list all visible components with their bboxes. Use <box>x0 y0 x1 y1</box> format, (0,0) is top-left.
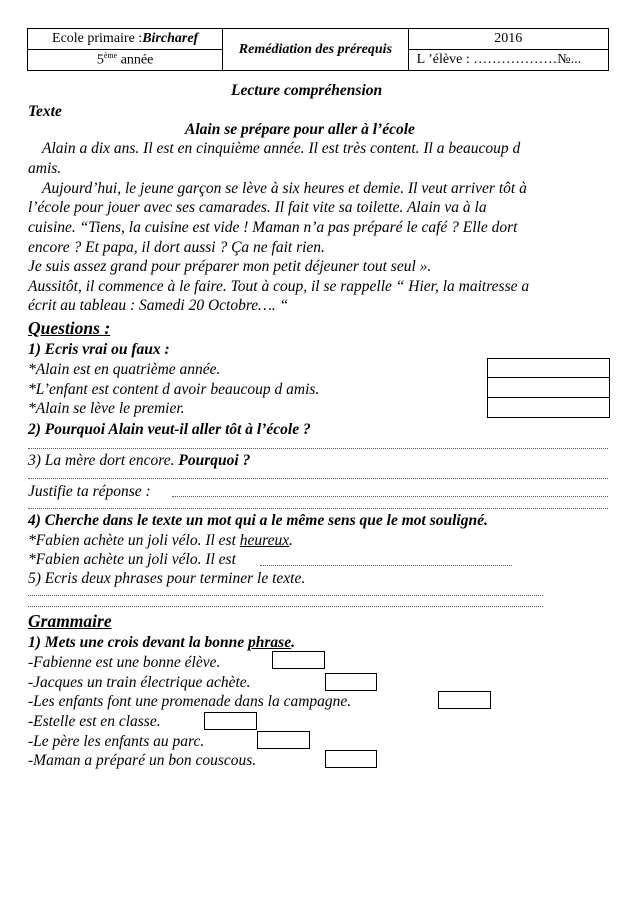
check-box[interactable] <box>325 750 377 768</box>
grammar-q1-word: phrase <box>248 634 292 651</box>
section-title: Lecture compréhension <box>231 82 383 99</box>
q1-item: *L’enfant est content d avoir beaucoup d amis. <box>28 381 320 398</box>
answer-line[interactable] <box>172 496 608 497</box>
answer-line[interactable] <box>260 565 512 566</box>
school-name: Bircharef <box>142 31 199 46</box>
student-cell: L ’élève : ………………№... <box>408 50 608 71</box>
answer-box[interactable] <box>487 397 610 418</box>
grammar-item: -Jacques un train électrique achète. <box>28 674 251 691</box>
q4-line2: *Fabien achète un joli vélo. Il est <box>28 551 236 568</box>
check-box[interactable] <box>204 712 257 730</box>
grammar-q1-pre: 1) Mets une crois devant la bonne <box>28 634 249 651</box>
grade-sup: ème <box>103 51 118 61</box>
grammar-item: -Les enfants font une promenade dans la campagne. <box>28 693 352 710</box>
grammar-item: -Estelle est en classe. <box>28 713 161 730</box>
q3-text: 3) La mère dort encore. <box>28 452 179 469</box>
answer-line[interactable] <box>28 606 543 607</box>
q4-line1-pre: *Fabien achète un joli vélo. Il est <box>28 532 240 549</box>
grade-word: année <box>120 52 154 68</box>
story-line: amis. <box>28 160 62 177</box>
story-line: cuisine. “Tiens, la cuisine est vide ! Maman n’a pas préparé le café ? Elle dort <box>28 219 518 236</box>
q3-bold: Pourquoi ? <box>178 452 251 469</box>
grammar-title: Grammaire <box>28 611 112 631</box>
answer-box[interactable] <box>487 358 610 378</box>
year-cell: 2016 <box>408 29 608 50</box>
story-line: Aussitôt, il commence à le faire. Tout à coup, il se rappelle “ Hier, la maitresse a <box>28 278 530 295</box>
q4-line1-post: . <box>289 532 294 549</box>
story-title: Alain se prépare pour aller à l’école <box>185 121 415 138</box>
grammar-item: -Le père les enfants au parc. <box>28 733 205 750</box>
grammar-item: -Maman a préparé un bon couscous. <box>28 752 257 769</box>
grade-cell <box>28 50 223 71</box>
grammar-q1-post: . <box>291 634 295 651</box>
grade-num: 5 <box>96 52 104 68</box>
story-line: Aujourd’hui, le jeune garçon se lève à six heures et demie. Il veut arriver tôt à <box>42 180 527 197</box>
q4-line1 <box>28 532 293 550</box>
q1-item: *Alain se lève le premier. <box>28 400 185 417</box>
story-line: encore ? Et papa, il dort aussi ? Ça ne fait rien. <box>28 239 325 256</box>
story-line: écrit au tableau : Samedi 20 Octobre…. “ <box>28 297 289 314</box>
q1-item: *Alain est en quatrième année. <box>28 361 221 378</box>
grammar-item: -Fabienne est une bonne élève. <box>28 654 221 671</box>
story-line: Alain a dix ans. Il est en cinquième année. Il est très content. Il a beaucoup d <box>42 140 521 157</box>
texte-label: Texte <box>28 103 62 120</box>
header-title: Remédiation des prérequis <box>223 29 408 71</box>
answer-line[interactable] <box>28 595 543 596</box>
answer-line[interactable] <box>28 448 608 449</box>
grammar-q1 <box>28 634 295 652</box>
q2-text: 2) Pourquoi Alain veut-il aller tôt à l’école ? <box>28 421 311 438</box>
q4-text: 4) Cherche dans le texte un mot qui a le même sens que le mot souligné. <box>28 512 488 529</box>
answer-line[interactable] <box>28 508 608 509</box>
answer-line[interactable] <box>28 478 608 479</box>
q3-line <box>28 452 250 470</box>
school-prefix: Ecole primaire : <box>52 31 143 46</box>
header-table <box>27 28 609 71</box>
check-box[interactable] <box>325 673 377 691</box>
check-box[interactable] <box>257 731 310 749</box>
school-cell <box>28 29 223 50</box>
story-line: l’école pour jouer avec ses camarades. Il fait vite sa toilette. Alain va à la <box>28 199 487 216</box>
story-line: Je suis assez grand pour préparer mon petit déjeuner tout seul ». <box>28 258 432 275</box>
answer-box[interactable] <box>487 377 610 398</box>
questions-title: Questions : <box>28 318 111 338</box>
check-box[interactable] <box>272 651 325 669</box>
check-box[interactable] <box>438 691 491 709</box>
underlined-word: heureux <box>239 532 290 549</box>
q5-text: 5) Ecris deux phrases pour terminer le texte. <box>28 570 306 587</box>
q3-justify: Justifie ta réponse : <box>28 483 151 500</box>
q1-title: 1) Ecris vrai ou faux : <box>28 341 170 358</box>
